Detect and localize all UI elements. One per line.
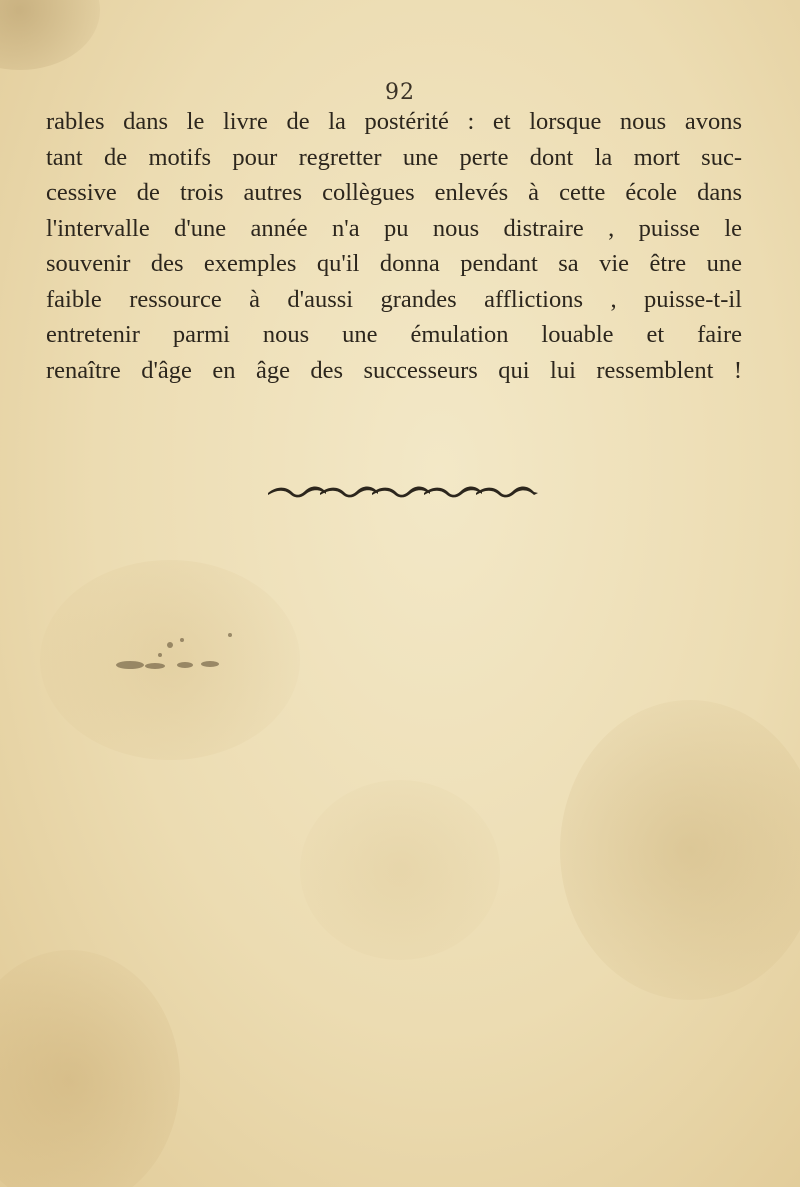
ornament-rule-icon	[268, 484, 538, 498]
text-line: souvenir des exemples qu'il donna pendant sa vie être une	[46, 250, 742, 277]
text-line: tant de motifs pour regretter une perte dont la mort suc-	[46, 143, 742, 171]
body-text	[46, 104, 742, 388]
paper-stain	[0, 950, 180, 1187]
paper-stain	[0, 0, 100, 70]
ink-bleed-mark	[100, 625, 250, 675]
text-line: renaître d'âge en âge des successeurs qui lui ressemblent !	[46, 356, 742, 384]
text-line: rables dans le livre de la postérité : et lorsque nous avons	[46, 108, 742, 135]
text-line: faible ressource à d'aussi grandes afflictions , puisse-t-il	[46, 285, 742, 313]
page-number: 92	[385, 80, 415, 105]
text-line: l'intervalle d'une année n'a pu nous distraire , puisse le	[46, 214, 742, 242]
text-line: cessive de trois autres collègues enlevés à cette école dans	[46, 179, 742, 206]
paper-stain	[560, 700, 800, 1000]
paper-stain	[300, 780, 500, 960]
text-line: entretenir parmi nous une émulation louable et faire	[46, 321, 742, 348]
